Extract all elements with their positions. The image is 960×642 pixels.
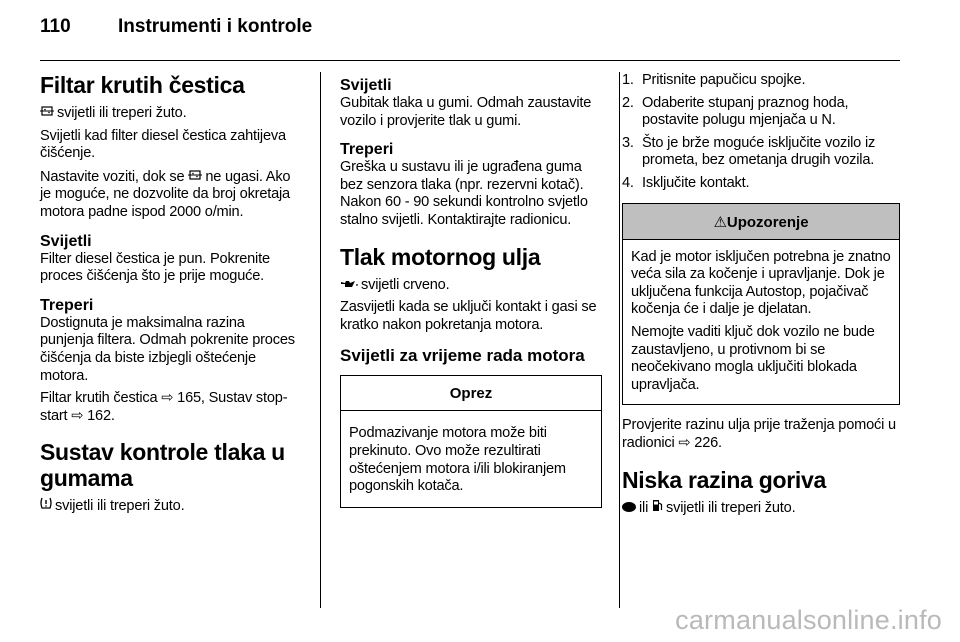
watermark: carmanualsonline.info xyxy=(675,605,942,635)
warning-box xyxy=(622,203,900,406)
paragraph: svijetli crveno. xyxy=(340,276,602,295)
page-title: Instrumenti i kontrole xyxy=(118,16,313,37)
step-number: 3. xyxy=(622,134,634,151)
dpf-warning-icon xyxy=(188,168,202,186)
oil-can-icon xyxy=(340,276,358,294)
warning-box-title: ⚠Upozorenje xyxy=(623,204,899,240)
heading-treperi: Treperi xyxy=(40,296,94,314)
paragraph: Greška u sustavu ili je ugrađena guma bez senzora tlaka (npr. rezervni kotač). Nakon 60 - 90 sekundi kontrolno svjetlo stalno svijetli. Kontaktirajte radionicu. xyxy=(340,159,588,228)
column-1 xyxy=(40,72,302,521)
header-rule xyxy=(40,60,900,61)
heading-svijetli: Svijetli xyxy=(340,77,392,94)
paragraph: svijetli ili treperi žuto. xyxy=(40,497,302,516)
column-3 xyxy=(622,72,900,522)
paragraph: Nastavite voziti, dok se ne ugasi. Ako je moguće, ne dozvolite da broj okretaja motora padne ispod 2000 o/min. xyxy=(40,168,291,220)
warning-text: Nemojte vaditi ključ dok vozilo ne bude zaustavljeno, u protivnom bi se neočekivano mogla uključiti blokada upravljača. xyxy=(631,323,875,393)
heading-running: Svijetli za vrijeme rada motora xyxy=(340,346,585,366)
step-item xyxy=(622,175,900,193)
step-item xyxy=(622,95,900,130)
step-text: Pritisnite papučicu spojke. xyxy=(642,72,806,88)
heading-tire-pressure: Sustav kontrole tlaka u gumama xyxy=(40,439,285,492)
paragraph: ili svijetli ili treperi žuto. xyxy=(622,499,900,518)
heading-treperi: Treperi xyxy=(340,141,394,159)
fuel-dot-icon xyxy=(622,499,636,517)
column-2 xyxy=(340,72,602,508)
step-item xyxy=(622,72,900,90)
step-text: Isključite kontakt. xyxy=(642,174,750,191)
step-number: 1. xyxy=(622,72,634,88)
caution-box-title: Oprez xyxy=(341,376,601,411)
heading-low-fuel: Niska razina goriva xyxy=(622,466,826,493)
paragraph: Dostignuta je maksimalna razina punjenja filtera. Odmah pokrenite proces čišćenja da biste izbjegli oštećenje motora. xyxy=(40,314,295,384)
step-text: Odaberite stupanj praznog hoda, postavite polugu mjenjača u N. xyxy=(642,94,849,129)
caution-text: Podmazivanje motora može biti prekinuto. Ovo može rezultirati oštećenjem motora i/ili blokiranjem pogonskih kotača. xyxy=(349,425,566,495)
paragraph: Svijetli kad filter diesel čestica zahtijeva čišćenje. xyxy=(40,127,286,162)
caution-box xyxy=(340,375,602,507)
paragraph: Gubitak tlaka u gumi. Odmah zaustavite vozilo i provjerite tlak u gumi. xyxy=(340,95,592,129)
tire-pressure-icon xyxy=(40,497,52,515)
step-number: 4. xyxy=(622,174,634,191)
paragraph: svijetli ili treperi žuto. xyxy=(40,104,302,123)
column-divider xyxy=(320,72,321,608)
paragraph: Provjerite razinu ulja prije traženja pomoći u radionici ⇨ 226. xyxy=(622,417,896,451)
heading-svijetli: Svijetli xyxy=(40,232,92,250)
step-number: 2. xyxy=(622,94,634,111)
page-header xyxy=(40,16,312,48)
column-divider xyxy=(619,72,620,608)
paragraph: Filter diesel čestica je pun. Pokrenite proces čišćenja što je prije moguće. xyxy=(40,250,270,285)
cross-reference: Filtar krutih čestica ⇨ 165, Sustav stop-start ⇨ 162. xyxy=(40,390,288,424)
paragraph: Zasvijetli kada se uključi kontakt i gasi se kratko nakon pokretanja motora. xyxy=(340,299,597,333)
heading-filter: Filtar krutih čestica xyxy=(40,72,245,98)
warning-text: Kad je motor isključen potrebna je znatno veća sila za kočenje i upravljanje. Dok je uključena funkcija Autostop, pojačivač kočenja će i dalje je djelatan. xyxy=(631,248,891,318)
page-number: 110 xyxy=(40,16,71,37)
steps-list xyxy=(622,72,900,193)
dpf-warning-icon xyxy=(40,104,54,122)
heading-oil-pressure: Tlak motornog ulja xyxy=(340,243,541,270)
step-item xyxy=(622,135,900,170)
fuel-pump-icon xyxy=(652,499,663,517)
step-text: Što je brže moguće isključite vozilo iz prometa, bez ometanja drugih vozila. xyxy=(642,134,876,169)
